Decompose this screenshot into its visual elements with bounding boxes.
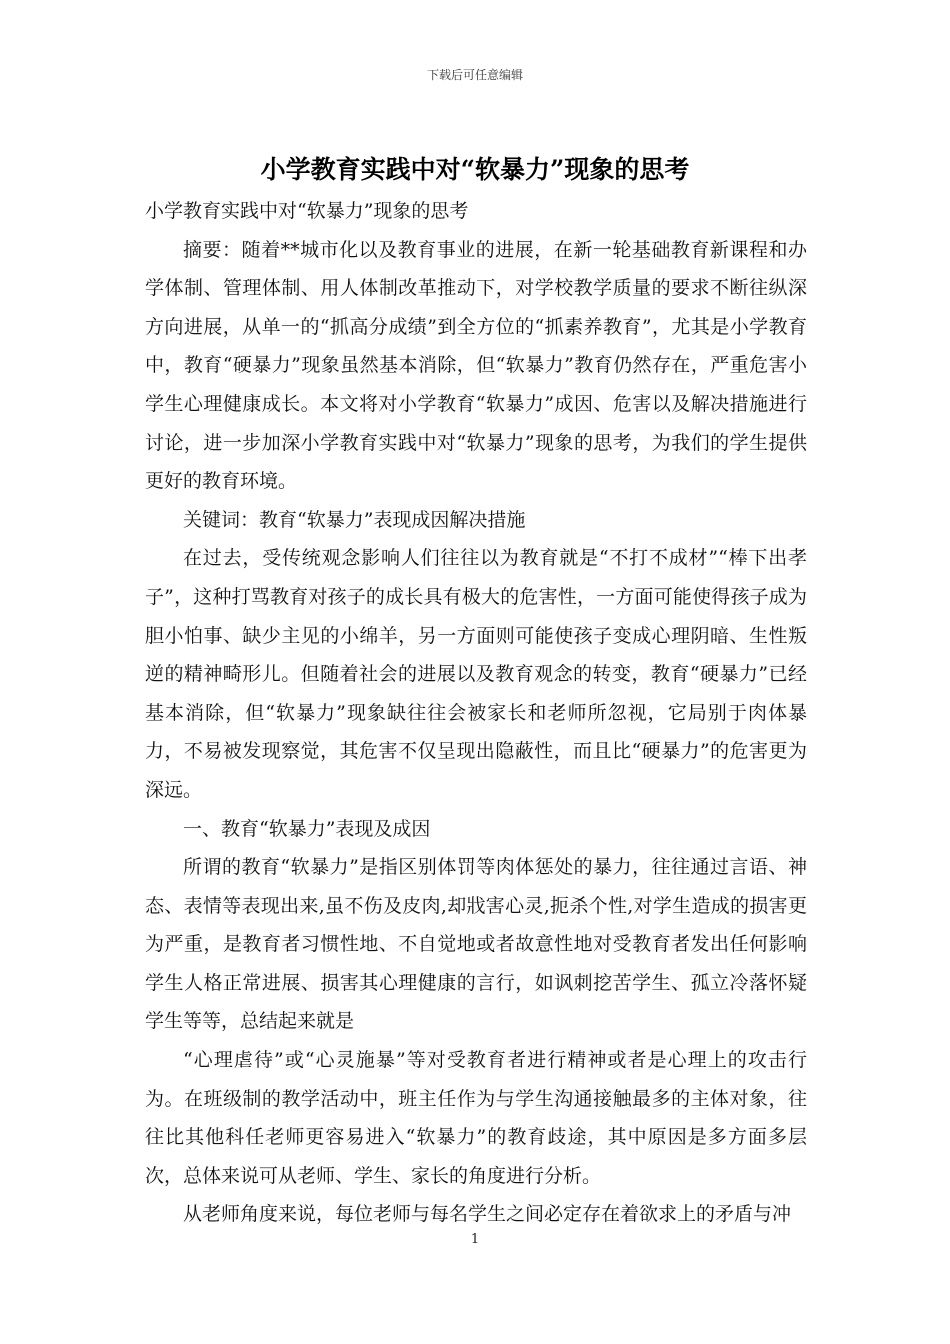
body-paragraph: 在过去，受传统观念影响人们往往以为教育就是“不打不成材”“棒下出孝子”，这种打骂教育对孩子的成长具有极大的危害性，一方面可能使得孩子成为胆小怕事、缺少主见的小绵羊，另一方面则可能使孩子变成心理阴暗、生性叛逆的精神畸形儿。但随着社会的进展以及教育观念的转变，教育“硬暴力”已经基本消除，但“软暴力”现象缺往往会被家长和老师所忽视，它局别于肉体暴力，不易被发现察觉，其危害不仅呈现出隐蔽性，而且比“硬暴力”的危害更为深远。 [145, 547, 807, 801]
document-body [145, 192, 807, 1234]
body-paragraph: 从老师角度来说，每位老师与每名学生之间必定存在着欲求上的矛盾与冲 [183, 1203, 792, 1226]
body-paragraph: “心理虐待”或“心灵施暴”等对受教育者进行精神或者是心理上的攻击行为。在班级制的教学活动中，班主任作为与学生沟通接触最多的主体对象，往往比其他科任老师更容易进入“软暴力”的教育歧途，其中原因是多方面多层次，总体来说可从老师、学生、家长的角度进行分析。 [145, 1049, 807, 1187]
document-title: 小学教育实践中对“软暴力”现象的思考 [260, 155, 690, 184]
keywords-paragraph: 关键词：教育“软暴力”表现成因解决措施 [183, 508, 526, 531]
document-subtitle: 小学教育实践中对“软暴力”现象的思考 [145, 200, 469, 222]
header-note: 下载后可任意编辑 [426, 68, 523, 82]
page-number: 1 [470, 1232, 480, 1247]
body-paragraph: 所谓的教育“软暴力”是指区别体罚等肉体惩处的暴力，往往通过言语、神态、表情等表现出来,虽不伤及皮肉,却戕害心灵,扼杀个性,对学生造成的损害更为严重，是教育者习惯性地、不自觉地或者故意性地对受教育者发出任何影响学生人格正常进展、损害其心理健康的言行，如讽刺挖苦学生、孤立冷落怀疑学生等等，总结起来就是 [145, 856, 807, 1033]
section-heading: 一、教育“软暴力”表现及成因 [183, 817, 431, 840]
abstract-paragraph: 摘要：随着**城市化以及教育事业的进展，在新一轮基础教育新课程和办学体制、管理体制、用人体制改革推动下，对学校教学质量的要求不断往纵深方向进展，从单一的“抓高分成绩”到全方位的“抓素养教育”，尤其是小学教育中，教育“硬暴力”现象虽然基本消除，但“软暴力”教育仍然存在，严重危害小学生心理健康成长。本文将对小学教育“软暴力”成因、危害以及解决措施进行讨论，进一步加深小学教育实践中对“软暴力”现象的思考，为我们的学生提供更好的教育环境。 [145, 238, 807, 493]
